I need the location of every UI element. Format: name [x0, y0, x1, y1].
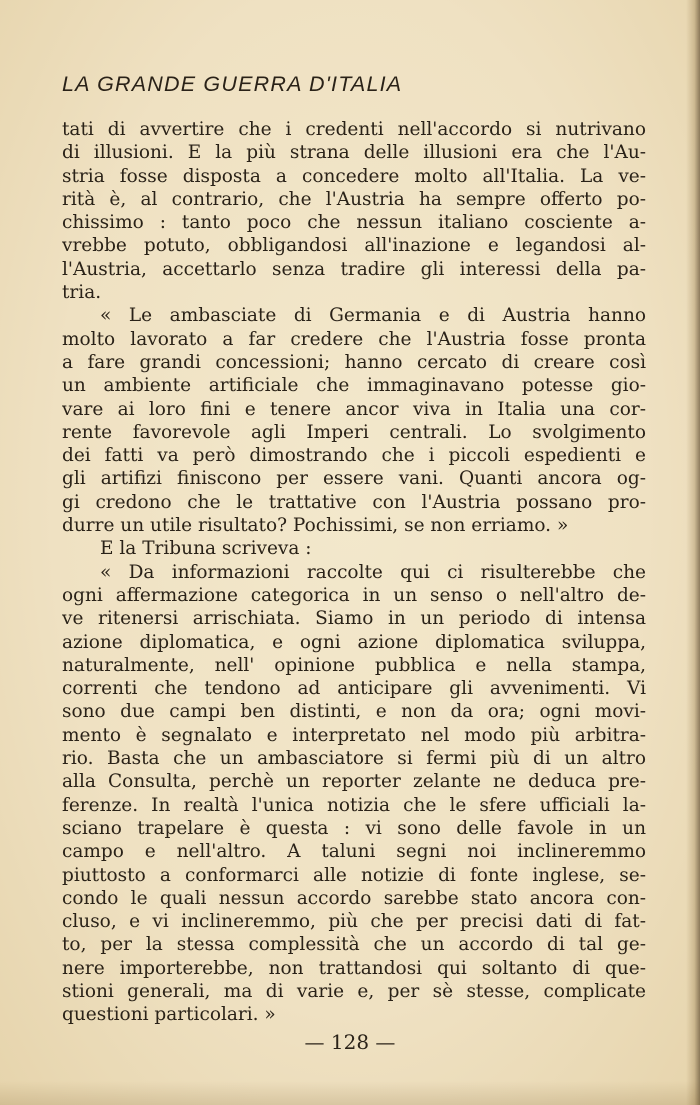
text-line: rità è, al contrario, che l'Austria ha sempre offerto po-: [62, 188, 646, 210]
page-bottom-shadow: [0, 1081, 700, 1105]
text-line: E la Tribuna scriveva :: [100, 538, 312, 560]
running-head: LA GRANDE GUERRA D'ITALIA: [62, 72, 403, 96]
text-line: stioni generali, ma di varie e, per sè stesse, complicate: [62, 980, 646, 1002]
text-line: gi credono che le trattative con l'Austria possano pro-: [62, 491, 646, 513]
text-line: stria fosse disposta a concedere molto all'Italia. La ve-: [62, 165, 646, 187]
page-number: — 128 —: [304, 1030, 396, 1054]
text-line: naturalmente, nell' opinione pubblica e nella stampa,: [62, 654, 646, 676]
text-line: cluso, e vi inclineremmo, più che per precisi dati di fat-: [62, 911, 646, 933]
text-line: un ambiente artificiale che immaginavano potesse gio-: [62, 375, 646, 397]
text-line: dei fatti va però dimostrando che i piccoli espedienti e: [62, 445, 646, 467]
text-line: a fare grandi concessioni; hanno cercato di creare così: [62, 351, 646, 373]
text-line: ogni affermazione categorica in un senso o nell'altro de-: [62, 584, 646, 606]
text-line: piuttosto a conformarci alle notizie di fonte inglese, se-: [62, 864, 646, 886]
text-line: « Da informazioni raccolte qui ci risulterebbe che: [100, 561, 646, 583]
text-line: nere importerebbe, non trattandosi qui soltanto di que-: [62, 957, 646, 979]
text-line: « Le ambasciate di Germania e di Austria hanno: [100, 305, 646, 327]
text-line: molto lavorato a far credere che l'Austria fosse pronta: [62, 328, 646, 350]
text-line: rio. Basta che un ambasciatore si fermi più di un altro: [62, 748, 646, 770]
page-edge-shadow: [686, 0, 700, 1105]
text-line: ferenze. In realtà l'unica notizia che le sfere ufficiali la-: [62, 794, 646, 816]
text-line: alla Consulta, perchè un reporter zelante ne deduca pre-: [62, 771, 646, 793]
text-line: correnti che tendono ad anticipare gli avvenimenti. Vi: [62, 678, 646, 700]
text-line: sciano trapelare è questa : vi sono delle favole in un: [62, 817, 646, 839]
text-line: durre un utile risultato? Pochissimi, se non erriamo. »: [62, 515, 569, 537]
text-line: tria.: [62, 282, 102, 304]
text-line: rente favorevole agli Imperi centrali. Lo svolgimento: [62, 421, 646, 443]
body-text: [62, 118, 646, 1027]
text-line: ve ritenersi arrischiata. Siamo in un periodo di intensa: [62, 608, 646, 630]
text-line: condo le quali nessun accordo sarebbe stato ancora con-: [62, 887, 646, 909]
text-line: questioni particolari. »: [62, 1004, 276, 1026]
text-line: vrebbe potuto, obbligandosi all'inazione e legandosi al-: [62, 235, 646, 257]
text-line: chissimo : tanto poco che nessun italiano cosciente a-: [62, 212, 646, 234]
text-line: campo e nell'altro. A taluni segni noi inclineremmo: [62, 841, 646, 863]
text-line: vare ai loro fini e tenere ancor viva in Italia una cor-: [62, 398, 646, 420]
text-line: gli artifizi finiscono per essere vani. Quanti ancora og-: [62, 468, 646, 490]
text-line: l'Austria, accettarlo senza tradire gli interessi della pa-: [62, 258, 646, 280]
text-line: sono due campi ben distinti, e non da ora; ogni movi-: [62, 701, 646, 723]
text-line: to, per la stessa complessità che un accordo di tal ge-: [62, 934, 646, 956]
text-line: di illusioni. E la più strana delle illusioni era che l'Au-: [62, 142, 646, 164]
text-line: azione diplomatica, e ogni azione diplomatica sviluppa,: [62, 631, 646, 653]
text-line: mento è segnalato e interpretato nel modo più arbitra-: [62, 724, 646, 746]
text-line: tati di avvertire che i credenti nell'accordo si nutrivano: [62, 119, 646, 140]
